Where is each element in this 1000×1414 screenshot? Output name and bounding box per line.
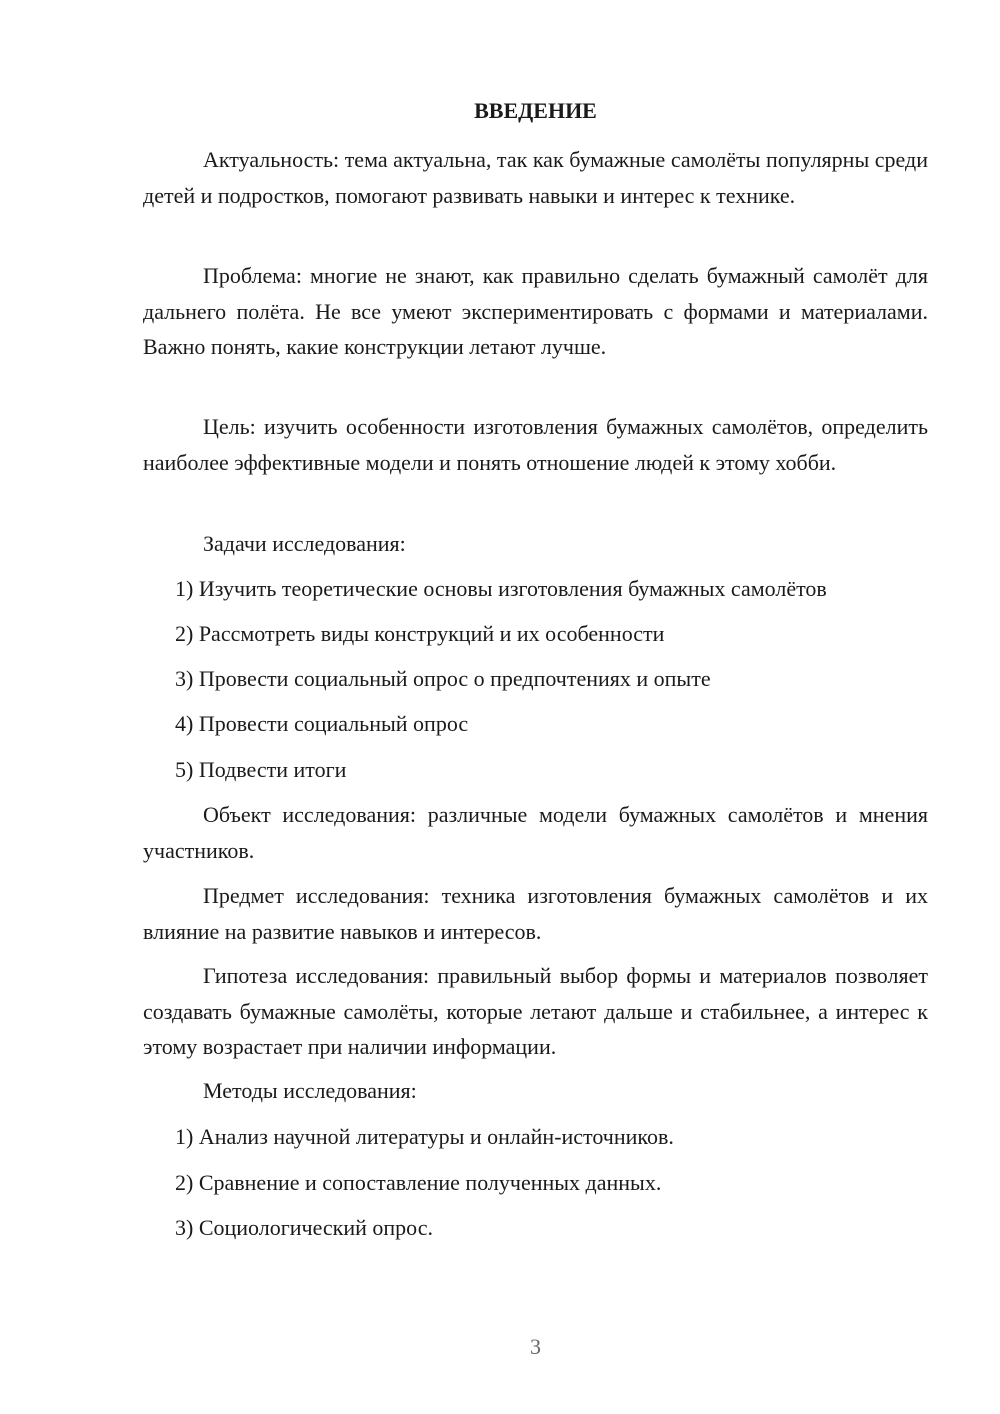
task-item: 1) Изучить теоретические основы изготовления бумажных самолётов [175,576,827,601]
object-paragraph: Объект исследования: различные модели бумажных самолётов и мнения участников. [143,802,928,863]
task-item: 2) Рассмотреть виды конструкций и их особенности [175,621,665,646]
problem-paragraph: Проблема: многие не знают, как правильно сделать бумажный самолёт для дальнего полёта. Не все умеют экспериментировать с формами и материалами. Важно понять, какие конструкции летают лучше. [143,263,928,359]
hypothesis-paragraph: Гипотеза исследования: правильный выбор формы и материалов позволяет создавать бумажные самолёты, которые летают дальше и стабильнее, а интерес к этому возрастает при наличии информации. [143,963,928,1059]
method-item: 3) Социологический опрос. [175,1215,433,1240]
method-item: 1) Анализ научной литературы и онлайн-источников. [175,1124,674,1149]
method-item: 2) Сравнение и сопоставление полученных данных. [175,1170,662,1195]
section-title: ВВЕДЕНИЕ [474,98,597,123]
methods-heading: Методы исследования: [203,1078,417,1103]
goal-paragraph: Цель: изучить особенности изготовления бумажных самолётов, определить наиболее эффективные модели и понять отношение людей к этому хобби. [143,414,928,475]
document-page [143,0,928,1414]
task-item: 4) Провести социальный опрос [175,711,469,736]
subject-paragraph: Предмет исследования: техника изготовления бумажных самолётов и их влияние на развитие навыков и интересов. [143,883,928,944]
task-item: 3) Провести социальный опрос о предпочтениях и опыте [175,666,711,691]
task-item: 5) Подвести итоги [175,757,347,782]
page-number: 3 [530,1334,541,1359]
relevance-paragraph: Актуальность: тема актуальна, так как бумажные самолёты популярны среди детей и подростков, помогают развивать навыки и интерес к технике. [143,147,928,208]
tasks-heading: Задачи исследования: [203,531,406,556]
